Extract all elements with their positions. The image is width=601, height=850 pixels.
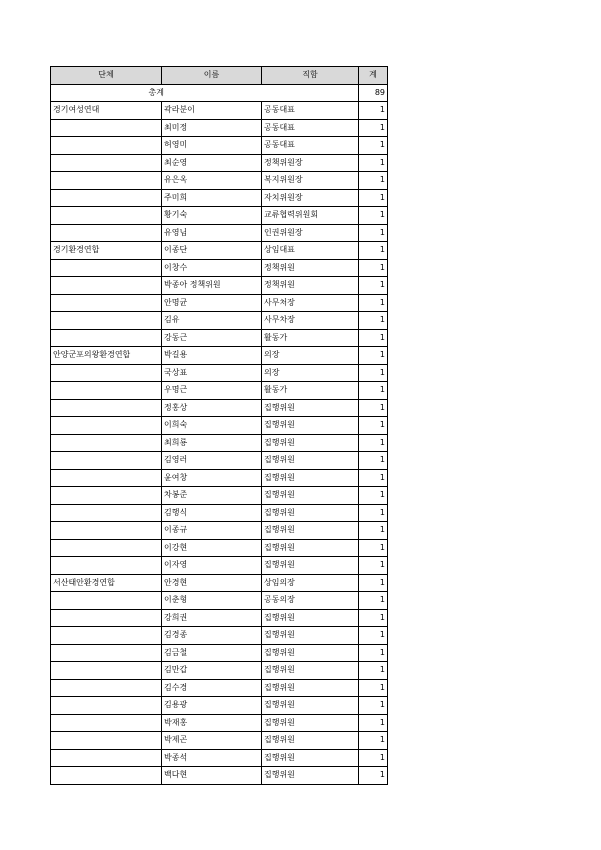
header-row <box>51 67 388 85</box>
cell-name: 국상표 <box>162 364 262 382</box>
cell-position: 정책위원 <box>262 277 359 295</box>
cell-name: 우명근 <box>162 382 262 400</box>
cell-position: 집행위원 <box>262 644 359 662</box>
cell-org: 경기여성연대 <box>51 102 162 120</box>
cell-name: 이강현 <box>162 539 262 557</box>
cell-count: 1 <box>359 574 388 592</box>
table-row <box>51 399 388 417</box>
cell-count: 1 <box>359 399 388 417</box>
cell-count: 1 <box>359 259 388 277</box>
cell-org <box>51 312 162 330</box>
cell-name: 박제곤 <box>162 732 262 750</box>
cell-position: 집행위원 <box>262 627 359 645</box>
cell-name: 유영님 <box>162 224 262 242</box>
cell-position: 정책위원장 <box>262 154 359 172</box>
cell-count: 1 <box>359 627 388 645</box>
cell-org <box>51 417 162 435</box>
cell-count: 1 <box>359 732 388 750</box>
cell-position: 집행위원 <box>262 539 359 557</box>
cell-position: 의장 <box>262 364 359 382</box>
cell-org <box>51 609 162 627</box>
cell-count: 1 <box>359 539 388 557</box>
table-row <box>51 697 388 715</box>
header-count: 계 <box>359 67 388 85</box>
table-row <box>51 277 388 295</box>
cell-count: 1 <box>359 294 388 312</box>
cell-name: 이종단 <box>162 242 262 260</box>
cell-org <box>51 539 162 557</box>
cell-position: 집행위원 <box>262 767 359 785</box>
cell-name: 최순영 <box>162 154 262 172</box>
cell-name: 김행식 <box>162 504 262 522</box>
table-row <box>51 487 388 505</box>
cell-org <box>51 504 162 522</box>
cell-name: 박재홍 <box>162 714 262 732</box>
cell-org: 경기환경연합 <box>51 242 162 260</box>
cell-name: 김유 <box>162 312 262 330</box>
table-row <box>51 434 388 452</box>
cell-org <box>51 697 162 715</box>
cell-count: 1 <box>359 242 388 260</box>
cell-position: 집행위원 <box>262 504 359 522</box>
cell-position: 정책위원 <box>262 259 359 277</box>
cell-name: 허영미 <box>162 137 262 155</box>
cell-name: 박길용 <box>162 347 262 365</box>
cell-org <box>51 224 162 242</box>
table-row <box>51 452 388 470</box>
header-name: 이름 <box>162 67 262 85</box>
table-row <box>51 679 388 697</box>
cell-org <box>51 172 162 190</box>
cell-name: 곽라분이 <box>162 102 262 120</box>
cell-position: 자치위원장 <box>262 189 359 207</box>
cell-count: 1 <box>359 592 388 610</box>
cell-org <box>51 662 162 680</box>
cell-org <box>51 714 162 732</box>
table-row <box>51 732 388 750</box>
table-row <box>51 504 388 522</box>
cell-org <box>51 592 162 610</box>
table-row <box>51 347 388 365</box>
cell-position: 집행위원 <box>262 487 359 505</box>
cell-position: 상임의장 <box>262 574 359 592</box>
table-row <box>51 539 388 557</box>
header-position: 직함 <box>262 67 359 85</box>
cell-org <box>51 207 162 225</box>
cell-count: 1 <box>359 679 388 697</box>
cell-count: 1 <box>359 189 388 207</box>
cell-name: 이춘형 <box>162 592 262 610</box>
table-row <box>51 627 388 645</box>
cell-position: 공동대표 <box>262 102 359 120</box>
cell-name: 강희권 <box>162 609 262 627</box>
table-row <box>51 224 388 242</box>
cell-name: 김만갑 <box>162 662 262 680</box>
table-row <box>51 189 388 207</box>
cell-name: 이자영 <box>162 557 262 575</box>
total-value: 89 <box>359 84 388 102</box>
cell-position: 교류협력위원회 <box>262 207 359 225</box>
cell-count: 1 <box>359 522 388 540</box>
cell-name: 김금철 <box>162 644 262 662</box>
cell-name: 백다현 <box>162 767 262 785</box>
table-row <box>51 137 388 155</box>
cell-org <box>51 452 162 470</box>
cell-position: 상임대표 <box>262 242 359 260</box>
cell-org <box>51 364 162 382</box>
cell-name: 차봉준 <box>162 487 262 505</box>
table-row <box>51 294 388 312</box>
cell-org <box>51 294 162 312</box>
cell-org <box>51 277 162 295</box>
cell-count: 1 <box>359 382 388 400</box>
cell-count: 1 <box>359 277 388 295</box>
table-row <box>51 329 388 347</box>
cell-position: 집행위원 <box>262 434 359 452</box>
cell-count: 1 <box>359 172 388 190</box>
cell-org <box>51 557 162 575</box>
total-gap <box>262 84 359 102</box>
cell-count: 1 <box>359 434 388 452</box>
cell-name: 최미정 <box>162 119 262 137</box>
table-row <box>51 364 388 382</box>
cell-count: 1 <box>359 767 388 785</box>
cell-count: 1 <box>359 452 388 470</box>
cell-count: 1 <box>359 609 388 627</box>
cell-name: 안명균 <box>162 294 262 312</box>
table-row <box>51 767 388 785</box>
cell-position: 사무처장 <box>262 294 359 312</box>
cell-name: 김수경 <box>162 679 262 697</box>
cell-org <box>51 767 162 785</box>
cell-org <box>51 732 162 750</box>
cell-count: 1 <box>359 644 388 662</box>
cell-position: 공동대표 <box>262 137 359 155</box>
cell-org <box>51 469 162 487</box>
cell-position: 집행위원 <box>262 522 359 540</box>
cell-name: 김용광 <box>162 697 262 715</box>
cell-org <box>51 679 162 697</box>
cell-position: 집행위원 <box>262 732 359 750</box>
table-row <box>51 714 388 732</box>
cell-position: 집행위원 <box>262 749 359 767</box>
cell-count: 1 <box>359 662 388 680</box>
cell-position: 집행위원 <box>262 452 359 470</box>
cell-position: 사무차장 <box>262 312 359 330</box>
cell-count: 1 <box>359 102 388 120</box>
cell-count: 1 <box>359 417 388 435</box>
cell-org <box>51 382 162 400</box>
cell-position: 집행위원 <box>262 399 359 417</box>
cell-name: 주미희 <box>162 189 262 207</box>
cell-count: 1 <box>359 224 388 242</box>
cell-count: 1 <box>359 364 388 382</box>
table-row <box>51 417 388 435</box>
cell-org <box>51 154 162 172</box>
cell-org <box>51 749 162 767</box>
table-row <box>51 102 388 120</box>
cell-count: 1 <box>359 137 388 155</box>
cell-position: 집행위원 <box>262 557 359 575</box>
table-row <box>51 242 388 260</box>
cell-name: 안경현 <box>162 574 262 592</box>
cell-name: 박종석 <box>162 749 262 767</box>
cell-count: 1 <box>359 469 388 487</box>
cell-org: 안양군포의왕환경연합 <box>51 347 162 365</box>
cell-name: 김경종 <box>162 627 262 645</box>
cell-count: 1 <box>359 749 388 767</box>
cell-org: 서산태안환경연합 <box>51 574 162 592</box>
table-row <box>51 574 388 592</box>
cell-count: 1 <box>359 557 388 575</box>
cell-name: 윤여창 <box>162 469 262 487</box>
table-row <box>51 522 388 540</box>
cell-org <box>51 329 162 347</box>
cell-org <box>51 644 162 662</box>
cell-org <box>51 137 162 155</box>
table-row <box>51 644 388 662</box>
cell-count: 1 <box>359 312 388 330</box>
table-row <box>51 662 388 680</box>
total-row <box>51 84 388 102</box>
cell-org <box>51 119 162 137</box>
cell-org <box>51 434 162 452</box>
cell-name: 이희숙 <box>162 417 262 435</box>
cell-position: 활동가 <box>262 382 359 400</box>
table-row <box>51 469 388 487</box>
cell-count: 1 <box>359 154 388 172</box>
cell-position: 집행위원 <box>262 697 359 715</box>
cell-position: 활동가 <box>262 329 359 347</box>
table-row <box>51 749 388 767</box>
cell-name: 황기숙 <box>162 207 262 225</box>
cell-position: 복지위원장 <box>262 172 359 190</box>
cell-position: 집행위원 <box>262 662 359 680</box>
cell-org <box>51 487 162 505</box>
cell-name: 이종규 <box>162 522 262 540</box>
cell-position: 집행위원 <box>262 714 359 732</box>
cell-count: 1 <box>359 207 388 225</box>
table-row <box>51 382 388 400</box>
cell-count: 1 <box>359 329 388 347</box>
cell-name: 정홍상 <box>162 399 262 417</box>
table-row <box>51 207 388 225</box>
cell-org <box>51 522 162 540</box>
table-row <box>51 259 388 277</box>
cell-org <box>51 259 162 277</box>
total-label: 총계 <box>51 84 262 102</box>
cell-name: 유은옥 <box>162 172 262 190</box>
cell-name: 김영러 <box>162 452 262 470</box>
cell-org <box>51 189 162 207</box>
member-table <box>50 66 388 785</box>
table-row <box>51 172 388 190</box>
table-row <box>51 312 388 330</box>
cell-count: 1 <box>359 504 388 522</box>
cell-count: 1 <box>359 347 388 365</box>
cell-name: 박종아 정책위원 <box>162 277 262 295</box>
cell-count: 1 <box>359 697 388 715</box>
cell-position: 공동의장 <box>262 592 359 610</box>
table-row <box>51 557 388 575</box>
cell-position: 집행위원 <box>262 469 359 487</box>
cell-position: 집행위원 <box>262 609 359 627</box>
table-row <box>51 592 388 610</box>
cell-count: 1 <box>359 487 388 505</box>
cell-position: 집행위원 <box>262 417 359 435</box>
cell-name: 강동근 <box>162 329 262 347</box>
header-org: 단체 <box>51 67 162 85</box>
table-row <box>51 119 388 137</box>
cell-position: 집행위원 <box>262 679 359 697</box>
cell-org <box>51 399 162 417</box>
cell-count: 1 <box>359 714 388 732</box>
cell-org <box>51 627 162 645</box>
cell-position: 의장 <box>262 347 359 365</box>
cell-position: 인권위원장 <box>262 224 359 242</box>
cell-count: 1 <box>359 119 388 137</box>
cell-name: 최희룡 <box>162 434 262 452</box>
cell-name: 이창수 <box>162 259 262 277</box>
table-row <box>51 154 388 172</box>
cell-position: 공동대표 <box>262 119 359 137</box>
table-row <box>51 609 388 627</box>
